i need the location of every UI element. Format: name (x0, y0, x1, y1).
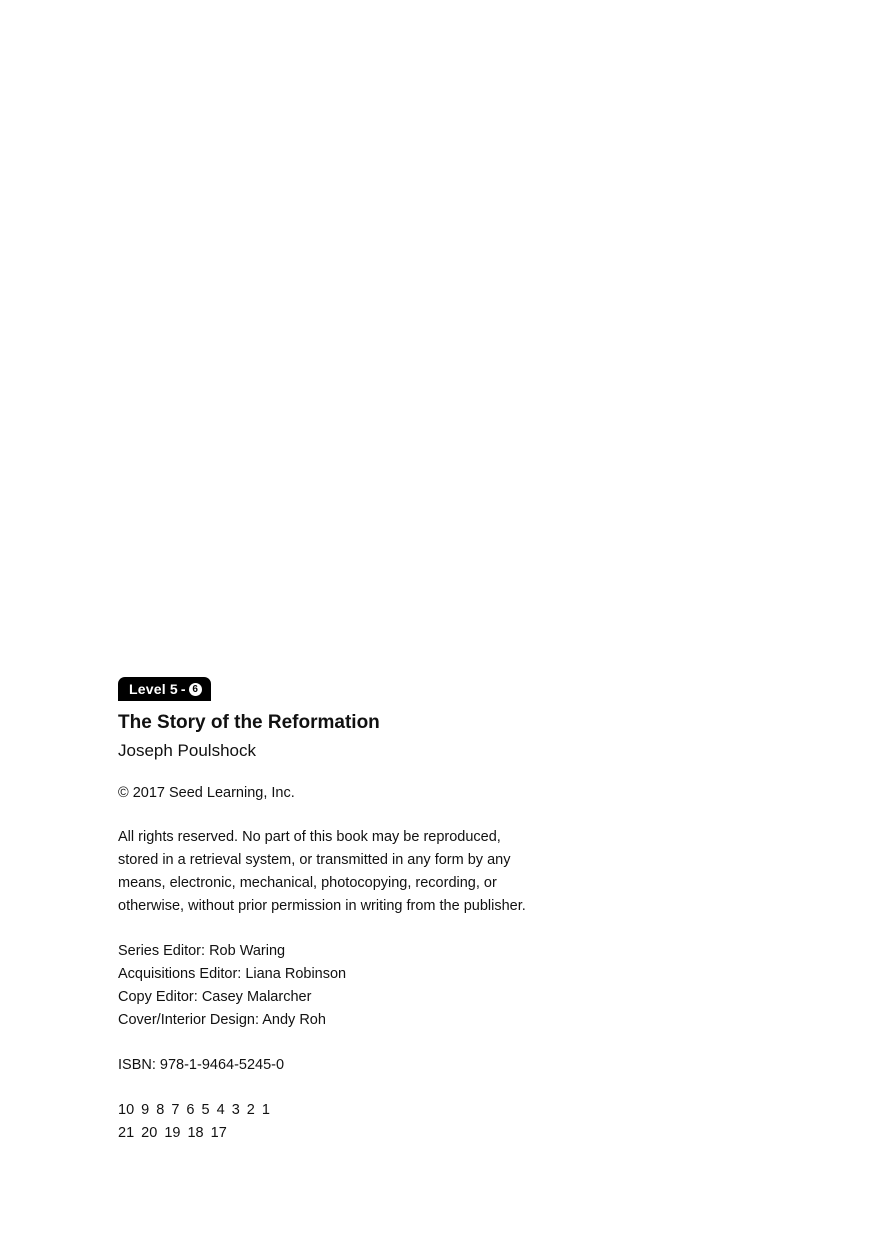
printing-line (118, 1099, 638, 1145)
rights-line: otherwise, without prior permission in writing from the publisher. (118, 898, 526, 914)
credit-line: Series Editor: Rob Waring (118, 943, 286, 959)
rights-line: stored in a retrieval system, or transmitted in any form by any (118, 852, 511, 868)
printing-years: 21 20 19 18 17 (118, 1125, 227, 1141)
credits-list (118, 940, 638, 1032)
book-title: The Story of the Reformation (118, 712, 380, 733)
copyright-notice: © 2017 Seed Learning, Inc. (118, 785, 295, 801)
rights-line: means, electronic, mechanical, photocopying, recording, or (118, 875, 497, 891)
sublevel-number-icon: 6 (189, 683, 202, 696)
book-author: Joseph Poulshock (118, 741, 256, 760)
credit-line: Acquisitions Editor: Liana Robinson (118, 966, 347, 982)
printing-numbers: 10 9 8 7 6 5 4 3 2 1 (118, 1102, 270, 1118)
credit-line: Copy Editor: Casey Malarcher (118, 989, 312, 1005)
level-separator: - (180, 681, 186, 697)
rights-line: All rights reserved. No part of this book may be reproduced, (118, 829, 501, 845)
isbn: ISBN: 978-1-9464-5245-0 (118, 1057, 285, 1073)
copyright-page-block (118, 677, 638, 1145)
level-badge (118, 677, 211, 701)
credit-line: Cover/Interior Design: Andy Roh (118, 1012, 326, 1028)
rights-statement (118, 826, 638, 918)
level-label: Level 5 (129, 681, 178, 697)
